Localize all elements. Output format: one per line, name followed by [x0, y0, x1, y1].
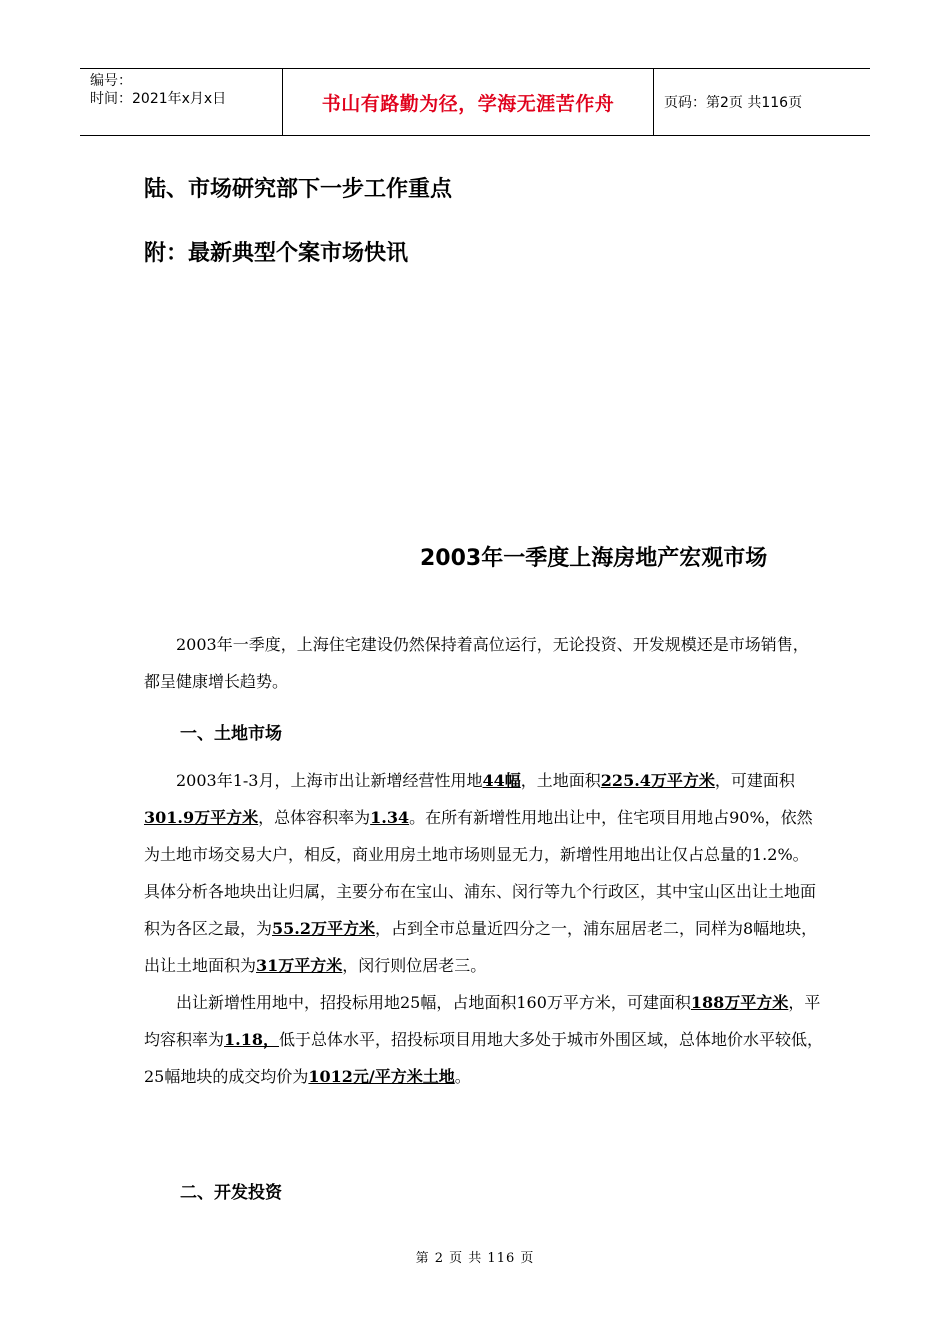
text-run: ，占到全市总量近四分之一，浦东屈居老二，同样为8幅地块，出让土地面积为 — [144, 919, 818, 975]
page-label: 页码：第2页 共116页 — [664, 95, 803, 111]
text-run: ，平均容积率为 — [144, 993, 821, 1049]
header-motto-cell — [282, 69, 654, 135]
page-header — [80, 68, 870, 136]
section-1-title: 一、土地市场 — [180, 724, 282, 744]
highlight-value: 55.2万平方米 — [272, 919, 375, 938]
motto: 书山有路勤为径，学海无涯苦作舟 — [321, 92, 615, 115]
highlight-value: 301.9万平方米 — [144, 808, 259, 827]
highlight-value: 1.18， — [224, 1030, 279, 1049]
text-run: 。 — [454, 1067, 471, 1086]
time-label: 时间：2021年x月x日 — [90, 91, 227, 107]
section-2-title: 二、开发投资 — [180, 1183, 282, 1203]
text-run: 出让新增性用地中，招投标用地25幅，占地面积160万平方米，可建面积 — [176, 993, 691, 1012]
highlight-value: 188万平方米 — [690, 993, 789, 1012]
header-meta — [80, 69, 282, 135]
bidding-paragraph — [144, 984, 824, 1095]
highlight-value: 44幅 — [482, 771, 521, 790]
page-footer: 第 2 页 共 116 页 — [415, 1251, 535, 1266]
highlight-value: 1.34 — [370, 808, 410, 827]
report-title: 2003年一季度上海房地产宏观市场 — [420, 546, 768, 571]
number-label: 编号： — [90, 73, 132, 89]
heading-appendix: 附：最新典型个案市场快讯 — [144, 241, 409, 266]
text-run: 低于总体水平，招投标项目用地大多处于城市外围区域，总体地价水平较低，25幅地块的成交均价为 — [144, 1030, 824, 1086]
text-run: ，可建面积 — [714, 771, 795, 790]
text-run: ，闵行则位居老三。 — [342, 956, 487, 975]
highlight-value: 1012元/平方米土地 — [308, 1067, 455, 1086]
text-run: ，土地面积 — [520, 771, 601, 790]
intro-paragraph: 2003年一季度，上海住宅建设仍然保持着高位运行，无论投资、开发规模还是市场销售，都呈健康增长趋势。 — [144, 635, 809, 691]
header-page-cell — [654, 69, 870, 135]
highlight-value: 31万平方米 — [256, 956, 343, 975]
land-market-paragraph — [144, 762, 824, 984]
heading-section-6: 陆、市场研究部下一步工作重点 — [144, 177, 453, 202]
highlight-value: 225.4万平方米 — [600, 771, 715, 790]
text-run: 。在所有新增性用地出让中，住宅项目用地占90%，依然为土地市场交易大户，相反，商业用房土地市场则显无力，新增性用地出让仅占总量的1.2%。具体分析各地块出让归属，主要分布在宝山、浦东、闵行等九个行政区，其中宝山区出让土地面积为各区之最，为 — [144, 808, 817, 938]
text-run: ，总体容积率为 — [258, 808, 371, 827]
text-run: 2003年1-3月，上海市出让新增经营性用地 — [176, 771, 483, 790]
